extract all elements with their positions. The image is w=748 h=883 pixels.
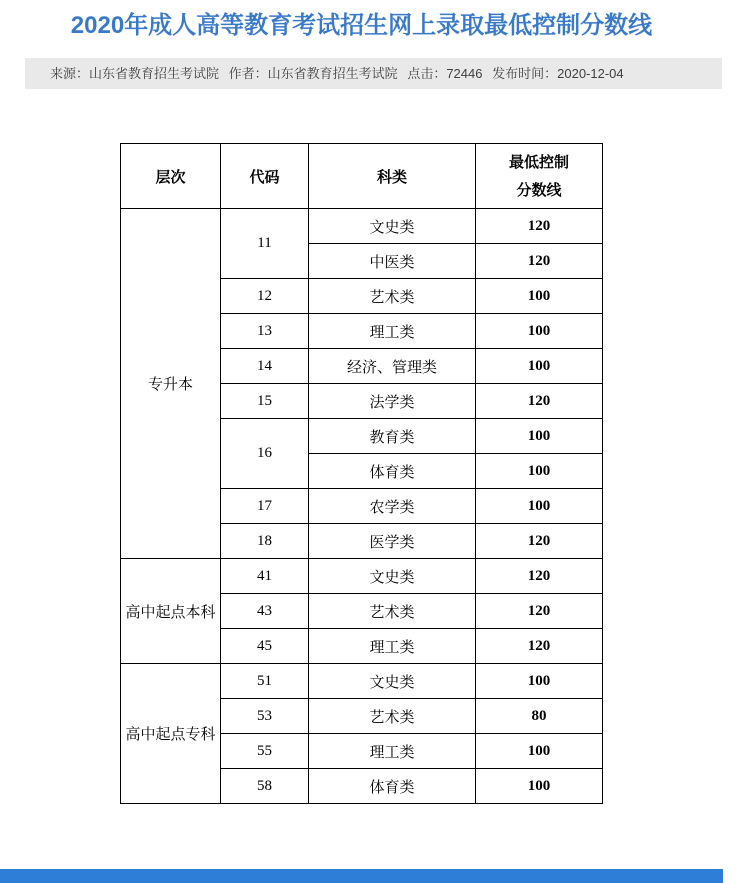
score-cell: 100 xyxy=(476,419,603,454)
category-cell: 中医类 xyxy=(309,244,476,279)
category-cell: 文史类 xyxy=(309,209,476,244)
category-cell: 理工类 xyxy=(309,734,476,769)
category-cell: 法学类 xyxy=(309,384,476,419)
score-table-head xyxy=(121,144,603,209)
score-cell: 120 xyxy=(476,384,603,419)
score-cell: 120 xyxy=(476,559,603,594)
meta-date-value: 2020-12-04 xyxy=(557,66,624,81)
code-cell: 15 xyxy=(221,384,309,419)
code-cell: 17 xyxy=(221,489,309,524)
col-header-code: 代码 xyxy=(221,144,309,209)
category-cell: 农学类 xyxy=(309,489,476,524)
score-cell: 100 xyxy=(476,314,603,349)
category-cell: 艺术类 xyxy=(309,594,476,629)
score-cell: 100 xyxy=(476,734,603,769)
meta-clicks-label: 点击： xyxy=(407,66,447,81)
category-cell: 文史类 xyxy=(309,664,476,699)
code-cell: 55 xyxy=(221,734,309,769)
table-header-row xyxy=(121,144,603,209)
code-cell: 13 xyxy=(221,314,309,349)
meta-author-value: 山东省教育招生考试院 xyxy=(267,66,398,81)
col-header-level: 层次 xyxy=(121,144,221,209)
score-cell: 100 xyxy=(476,349,603,384)
code-cell: 14 xyxy=(221,349,309,384)
category-cell: 医学类 xyxy=(309,524,476,559)
col-header-category: 科类 xyxy=(309,144,476,209)
col-header-score xyxy=(476,144,603,209)
meta-clicks-value: 72446 xyxy=(446,66,483,81)
category-cell: 艺术类 xyxy=(309,699,476,734)
score-cell: 120 xyxy=(476,209,603,244)
score-cell: 120 xyxy=(476,629,603,664)
code-cell: 58 xyxy=(221,769,309,804)
score-table xyxy=(120,143,603,804)
score-cell: 100 xyxy=(476,454,603,489)
code-cell: 43 xyxy=(221,594,309,629)
code-cell: 12 xyxy=(221,279,309,314)
meta-source-value: 山东省教育招生考试院 xyxy=(89,66,220,81)
meta-bar xyxy=(25,58,722,89)
footer-bar xyxy=(0,869,723,883)
score-cell: 100 xyxy=(476,769,603,804)
meta-source-label: 来源： xyxy=(50,66,90,81)
category-cell: 教育类 xyxy=(309,419,476,454)
score-cell: 120 xyxy=(476,524,603,559)
category-cell: 经济、管理类 xyxy=(309,349,476,384)
table-row xyxy=(121,559,603,594)
category-cell: 文史类 xyxy=(309,559,476,594)
category-cell: 体育类 xyxy=(309,454,476,489)
code-cell: 16 xyxy=(221,419,309,489)
category-cell: 艺术类 xyxy=(309,279,476,314)
code-cell: 18 xyxy=(221,524,309,559)
category-cell: 理工类 xyxy=(309,314,476,349)
score-cell: 100 xyxy=(476,279,603,314)
code-cell: 45 xyxy=(221,629,309,664)
category-cell: 理工类 xyxy=(309,629,476,664)
score-cell: 100 xyxy=(476,664,603,699)
score-table-body xyxy=(121,209,603,804)
code-cell: 11 xyxy=(221,209,309,279)
meta-author-label: 作者： xyxy=(228,66,268,81)
code-cell: 41 xyxy=(221,559,309,594)
score-cell: 120 xyxy=(476,594,603,629)
meta-date-label: 发布时间： xyxy=(492,66,558,81)
score-header-line: 最低控制 xyxy=(508,153,569,171)
score-cell: 80 xyxy=(476,699,603,734)
level-cell: 高中起点本科 xyxy=(121,559,221,664)
level-cell: 高中起点专科 xyxy=(121,664,221,804)
code-cell: 53 xyxy=(221,699,309,734)
page-title: 2020年成人高等教育考试招生网上录取最低控制分数线 xyxy=(70,12,653,39)
category-cell: 体育类 xyxy=(309,769,476,804)
score-cell: 120 xyxy=(476,244,603,279)
score-cell: 100 xyxy=(476,489,603,524)
code-cell: 51 xyxy=(221,664,309,699)
level-cell: 专升本 xyxy=(121,209,221,559)
table-row xyxy=(121,209,603,244)
score-header-line: 分数线 xyxy=(516,181,562,199)
table-row xyxy=(121,664,603,699)
